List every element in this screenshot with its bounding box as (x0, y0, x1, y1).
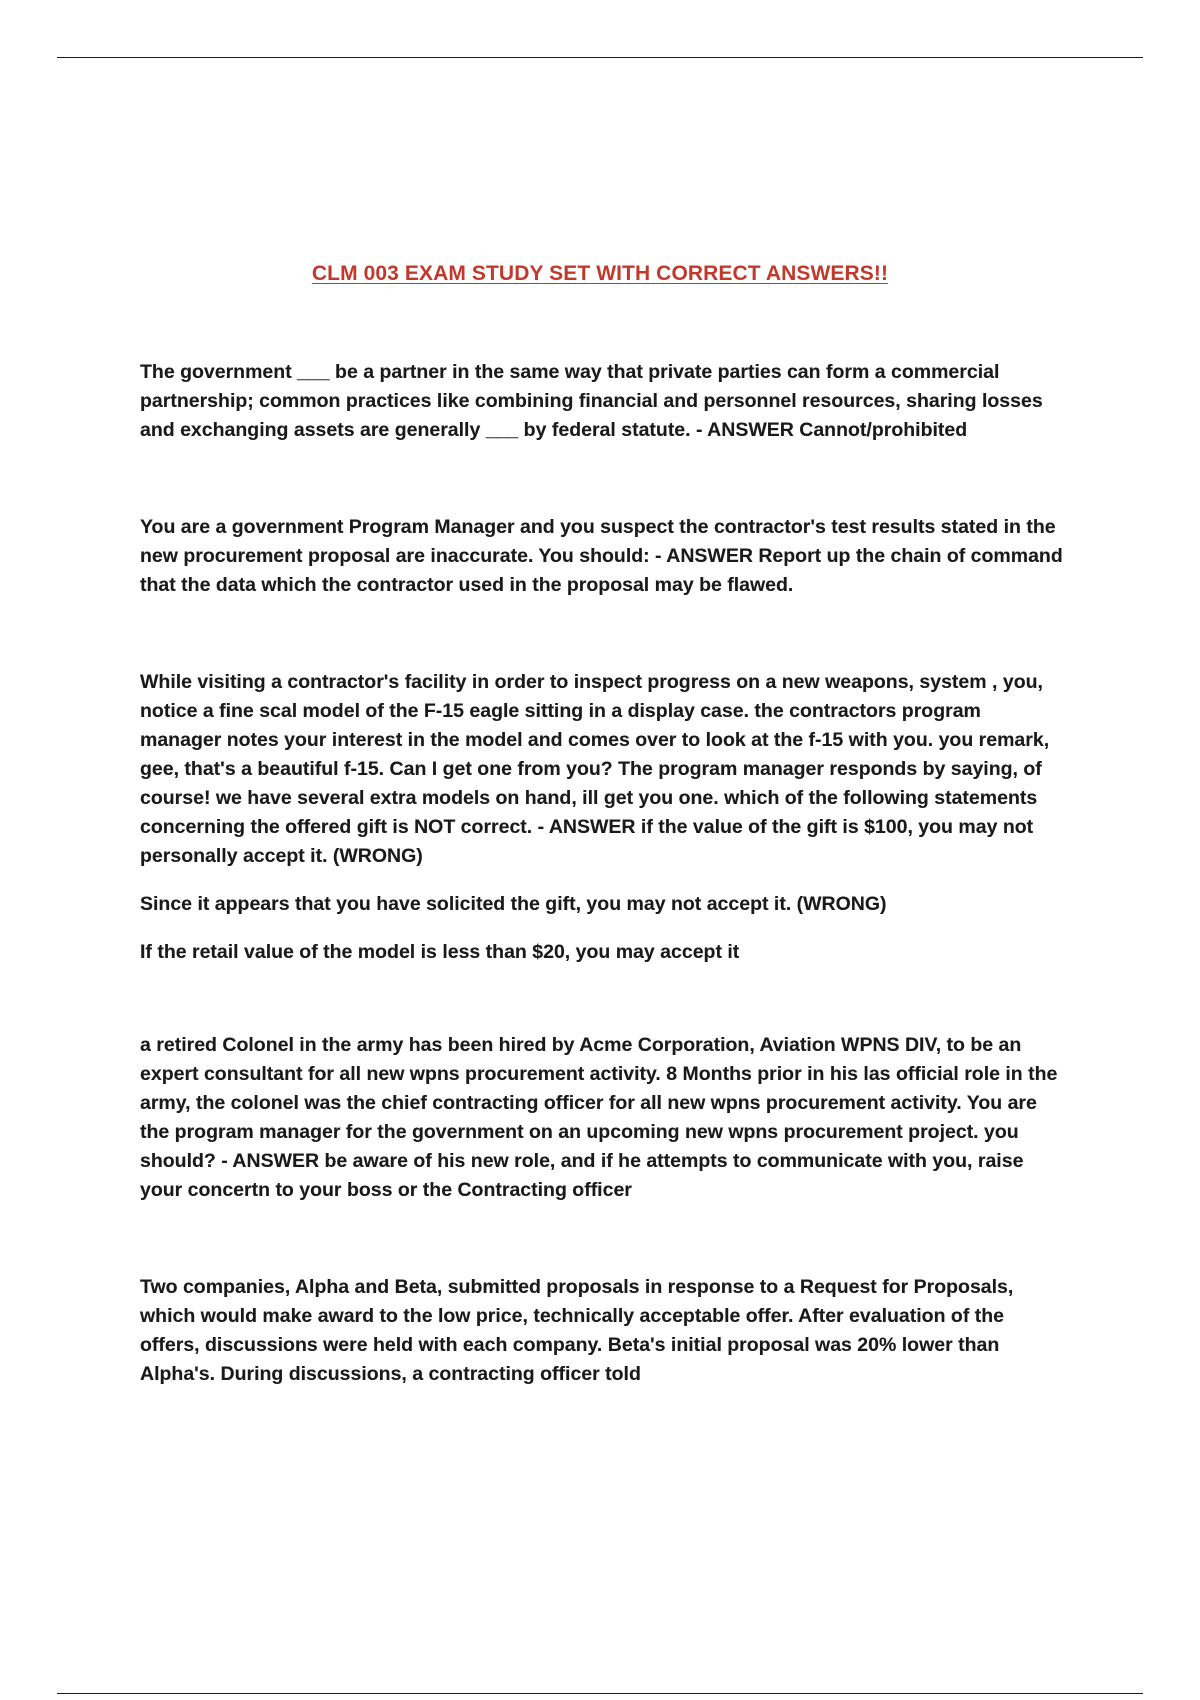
question-text: The government ___ be a partner in the same way that private parties can form a commercial partnership; common practices like combining financial and personnel resources, sharing losses and exchanging assets are generally ___ by federal statute. - ANSWER Cannot/prohibited (140, 361, 1043, 441)
question-text: a retired Colonel in the army has been hired by Acme Corporation, Aviation WPNS DIV, to be an expert consultant for all new wpns procurement activity. 8 Months prior in his las official role in the army, the colonel was the chief contracting officer for all new wpns procurement activity. You are the program manager for the government on an upcoming new wpns procurement project. you should? - ANSWER be aware of his new role, and if he attempts to communicate with you, raise your concertn to your boss or the Contracting officer (140, 1034, 1058, 1201)
question-text: Two companies, Alpha and Beta, submitted proposals in response to a Request for Proposals, which would make award to the low price, technically acceptable offer. After evaluation of the offers, discussions were held with each company. Beta's initial proposal was 20% lower than Alpha's. During discussions, a contracting officer told (140, 1276, 1014, 1385)
question-4 (140, 1031, 1065, 1205)
document-body (140, 358, 1065, 1389)
question-3 (140, 668, 1065, 967)
top-rule (57, 57, 1143, 58)
question-1 (140, 358, 1065, 445)
answer-followup: If the retail value of the model is less than $20, you may accept it (140, 941, 740, 963)
bottom-rule (57, 1693, 1143, 1694)
question-2 (140, 513, 1065, 600)
question-5 (140, 1273, 1065, 1389)
question-text: You are a government Program Manager and you suspect the contractor's test results stated in the new procurement proposal are inaccurate. You should: - ANSWER Report up the chain of command that the data which the contractor used in the proposal may be flawed. (140, 516, 1063, 596)
document-title: CLM 003 EXAM STUDY SET WITH CORRECT ANSWERS!! (311, 262, 889, 285)
answer-followup: Since it appears that you have solicited the gift, you may not accept it. (WRONG) (140, 893, 887, 915)
question-text: While visiting a contractor's facility in order to inspect progress on a new weapons, system , you, notice a fine scal model of the F-15 eagle sitting in a display case. the contractors program manager notes your interest in the model and comes over to look at the f-15 with you. you remark, gee, that's a beautiful f-15. Can I get one from you? The program manager responds by saying, of course! we have several extra models on hand, ill get you one. which of the following statements concerning the offered gift is NOT correct. - ANSWER if the value of the gift is $100, you may not personally accept it. (WRONG) (140, 671, 1050, 867)
